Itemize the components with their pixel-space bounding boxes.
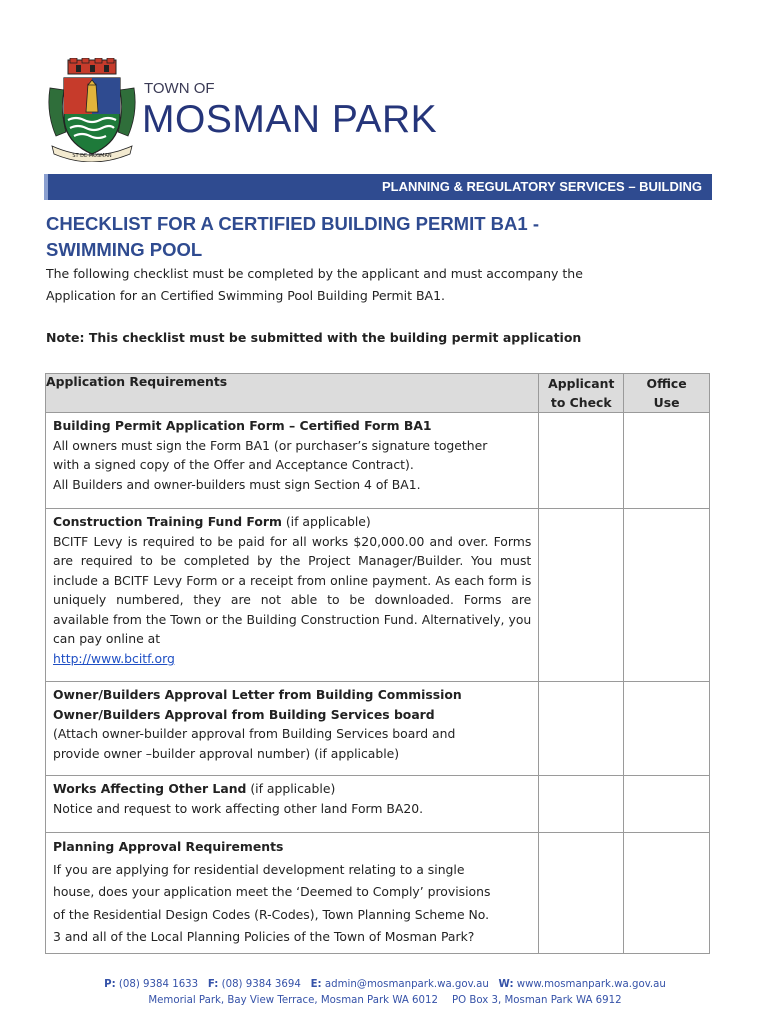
applicant-check-cell[interactable] xyxy=(539,682,624,776)
town-name: MOSMAN PARK xyxy=(142,98,438,141)
svg-text:ST DE MOSMAN: ST DE MOSMAN xyxy=(72,153,112,159)
requirement-title: Planning Approval Requirements xyxy=(53,839,284,854)
table-row xyxy=(46,413,710,509)
applicant-header: Applicant to Check xyxy=(539,374,624,413)
title-line-2: SWIMMING POOL xyxy=(46,239,203,260)
requirement-cell xyxy=(46,509,539,682)
applicant-check-cell[interactable] xyxy=(539,509,624,682)
table-row xyxy=(46,776,710,833)
intro-line-1: The following checklist must be completed by the applicant and must accompany the xyxy=(46,266,583,281)
town-of-label: TOWN OF xyxy=(144,80,215,97)
bcitf-link[interactable]: http://www.bcitf.org xyxy=(53,650,175,666)
requirement-line: If you are applying for residential development relating to a single xyxy=(53,861,465,877)
requirement-cell xyxy=(46,833,539,954)
crest-icon xyxy=(46,58,138,162)
table-row xyxy=(46,682,710,776)
requirement-cell xyxy=(46,776,539,833)
department-banner xyxy=(44,174,712,200)
footer-po-box: PO Box 3, Mosman Park WA 6912 xyxy=(451,995,622,1006)
table-row xyxy=(46,833,710,954)
requirement-line: All owners must sign the Form BA1 (or purchaser’s signature together xyxy=(53,437,488,453)
office-use-header: Office Use xyxy=(624,374,710,413)
requirement-cell xyxy=(46,413,539,509)
requirement-heading xyxy=(53,512,531,532)
document-title xyxy=(46,211,706,263)
requirement-title: Construction Training Fund Form xyxy=(53,514,282,529)
applicant-check-cell[interactable] xyxy=(539,833,624,954)
requirement-title: Owner/Builders Approval Letter from Building Commission xyxy=(53,687,462,702)
requirement-cell xyxy=(46,682,539,776)
footer-website[interactable]: www.mosmanpark.wa.gov.au xyxy=(516,979,666,990)
footer-contact-line: P: (08) 9384 1633 F: (08) 9384 3694 E: admin@mosmanpark.wa.gov.au W: www.mosmanpark.wa.gov.au xyxy=(104,979,666,990)
department-label: PLANNING & REGULATORY SERVICES – BUILDING xyxy=(382,179,702,194)
intro-line-2: Application for an Certified Swimming Pool Building Permit BA1. xyxy=(46,288,446,303)
requirement-line: house, does your application meet the ‘Deemed to Comply’ provisions xyxy=(53,884,491,899)
requirement-body: BCITF Levy is required to be paid for all works $20,000.00 and over. Forms are required to be completed by the Project Manager/Builder. You must include a BCITF Levy Form or a receipt from online payment. As each form is uniquely numbered, they are not able to be downloaded. Forms are available from the Town or the Building Construction Fund. Alternatively, you can pay online at http://www.bcitf.org xyxy=(53,533,532,666)
requirement-line: (Attach owner-builder approval from Building Services board and xyxy=(53,726,456,741)
requirement-title-suffix: (if applicable) xyxy=(281,514,371,529)
footer-address-line xyxy=(0,993,770,1009)
requirement-title: Owner/Builders Approval from Building Services board xyxy=(53,706,435,722)
applicant-check-cell[interactable] xyxy=(539,413,624,509)
office-use-cell xyxy=(624,776,710,833)
footer-email[interactable]: admin@mosmanpark.wa.gov.au xyxy=(324,979,489,990)
footer-fax: (08) 9384 3694 xyxy=(221,979,301,990)
footer-phone: (08) 9384 1633 xyxy=(118,979,199,990)
requirement-title-suffix: (if applicable) xyxy=(246,781,336,796)
requirement-line: provide owner –builder approval number) (if applicable) xyxy=(53,745,400,761)
requirement-line: with a signed copy of the Offer and Acceptance Contract). xyxy=(53,457,414,472)
office-use-cell xyxy=(624,833,710,954)
requirement-line: 3 and all of the Local Planning Policies of the Town of Mosman Park? xyxy=(53,929,475,944)
submission-note: Note: This checklist must be submitted with the building permit application xyxy=(46,330,582,345)
requirement-title: Works Affecting Other Land xyxy=(53,781,247,796)
footer-address: Memorial Park, Bay View Terrace, Mosman Park WA 6012 xyxy=(148,995,438,1006)
office-use-cell xyxy=(624,682,710,776)
requirement-line: Notice and request to work affecting other land Form BA20. xyxy=(53,800,424,816)
intro-paragraph xyxy=(46,263,686,307)
table-header-row xyxy=(46,374,710,413)
title-line-1: CHECKLIST FOR A CERTIFIED BUILDING PERMIT BA1 - xyxy=(46,213,539,234)
requirement-heading xyxy=(53,779,531,799)
requirement-line: of the Residential Design Codes (R-Codes), Town Planning Scheme No. xyxy=(53,906,490,922)
town-logo xyxy=(46,58,466,162)
page-footer xyxy=(0,977,770,1009)
office-use-cell xyxy=(624,413,710,509)
table-row xyxy=(46,509,710,682)
requirement-line: All Builders and owner-builders must sign Section 4 of BA1. xyxy=(53,476,421,492)
office-use-cell xyxy=(624,509,710,682)
requirement-title: Building Permit Application Form – Certified Form BA1 xyxy=(53,418,432,433)
requirements-header: Application Requirements xyxy=(46,374,539,413)
applicant-check-cell[interactable] xyxy=(539,776,624,833)
checklist-table xyxy=(45,373,710,954)
